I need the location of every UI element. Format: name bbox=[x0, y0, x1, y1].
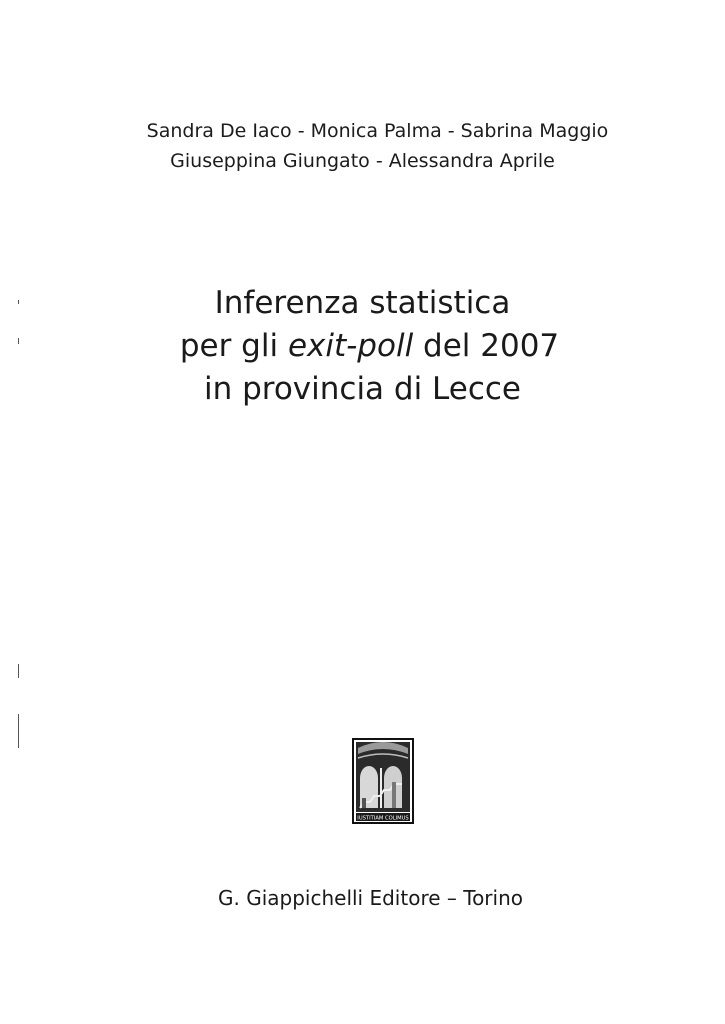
authors-line-1: Sandra De Iaco - Monica Palma - Sabrina Maggio bbox=[146, 120, 609, 142]
title-line-3: in provincia di Lecce bbox=[203, 371, 522, 407]
emblem-motto: IUSTITIAM COLIMUS bbox=[357, 815, 409, 822]
scan-edge-mark bbox=[18, 300, 19, 304]
publisher-imprint: G. Giappichelli Editore – Torino bbox=[218, 886, 523, 910]
authors-line-2: Giuseppina Giungato - Alessandra Aprile bbox=[170, 150, 555, 172]
title-line-2-suffix: del 2007 bbox=[413, 328, 560, 364]
scan-edge-mark bbox=[18, 714, 19, 748]
book-title bbox=[0, 282, 725, 411]
title-line-1: Inferenza statistica bbox=[214, 285, 511, 321]
title-italic-term: exit-poll bbox=[287, 328, 414, 364]
publisher-emblem-icon bbox=[352, 738, 414, 824]
scan-edge-mark bbox=[18, 338, 19, 344]
scan-edge-mark bbox=[18, 664, 19, 678]
title-line-2-prefix: per gli bbox=[179, 328, 288, 364]
authors bbox=[0, 116, 725, 176]
title-line-2 bbox=[0, 325, 725, 368]
